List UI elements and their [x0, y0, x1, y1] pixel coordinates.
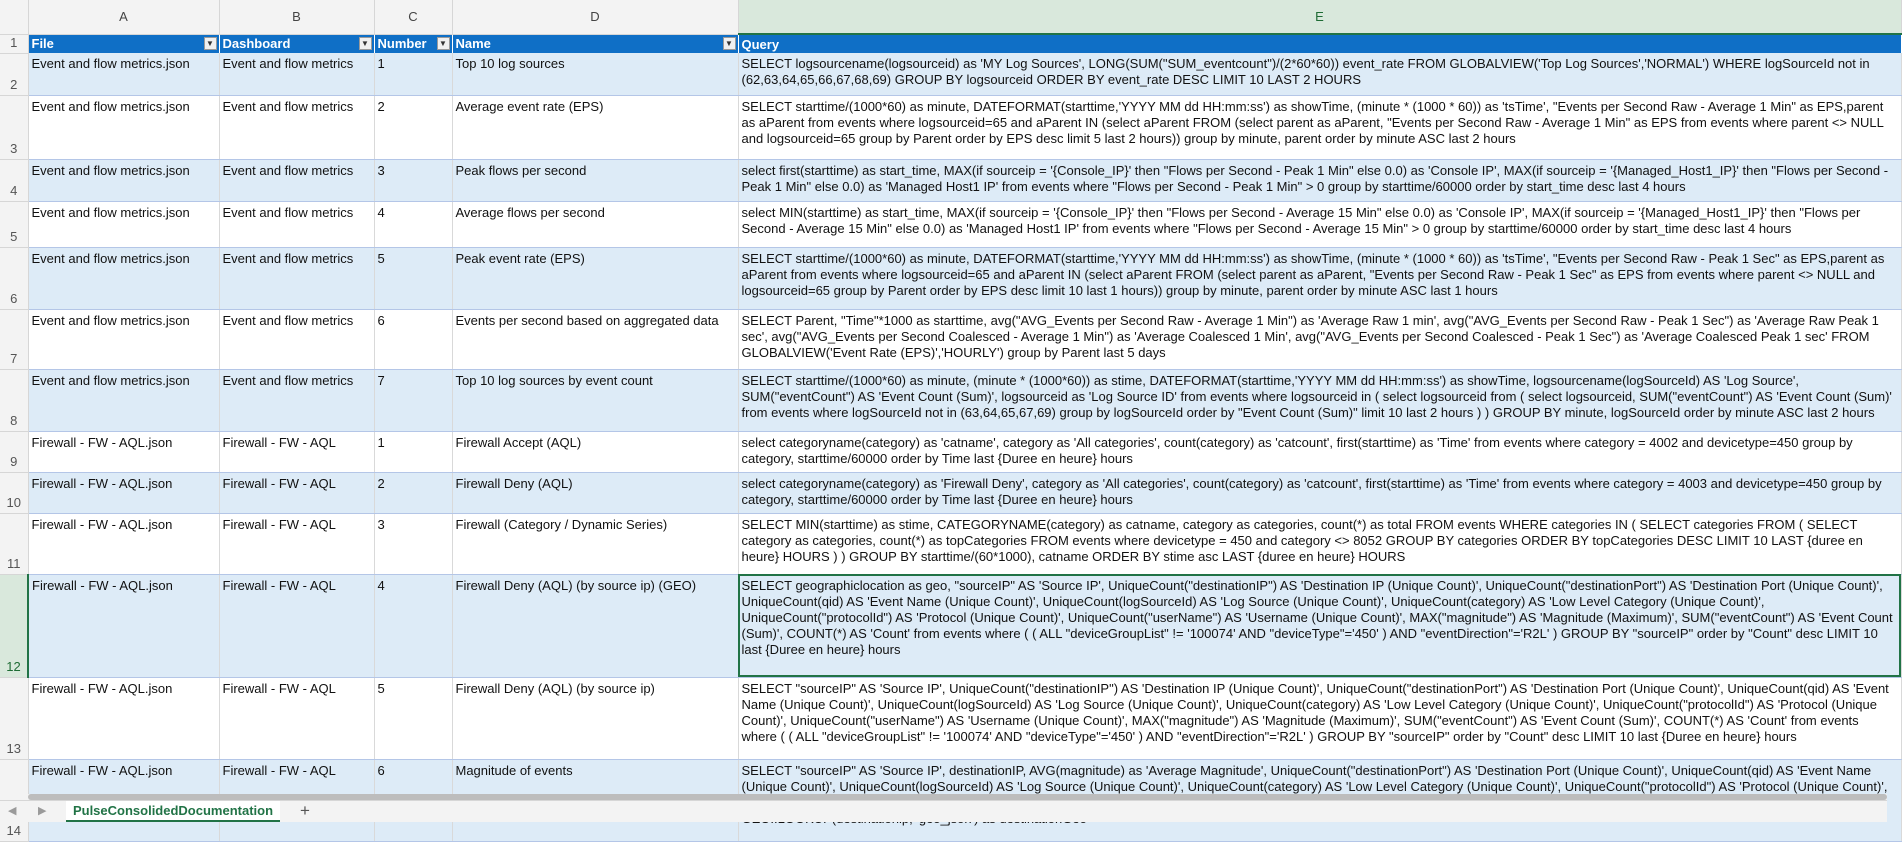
- table-header-row: [0, 34, 1901, 53]
- dashboard-cell[interactable]: Event and flow metrics: [219, 369, 374, 431]
- row-number[interactable]: 3: [0, 95, 28, 159]
- column-header-d[interactable]: D: [452, 0, 738, 34]
- row-number[interactable]: 11: [0, 513, 28, 574]
- dashboard-cell[interactable]: Firewall - FW - AQL: [219, 513, 374, 574]
- table-row: [0, 677, 1901, 759]
- number-cell[interactable]: 6: [374, 759, 452, 841]
- filter-dropdown-icon[interactable]: ▼: [723, 37, 736, 50]
- name-cell[interactable]: Peak event rate (EPS): [452, 247, 738, 309]
- dashboard-cell[interactable]: Firewall - FW - AQL: [219, 677, 374, 759]
- row-number[interactable]: 4: [0, 159, 28, 201]
- query-cell[interactable]: SELECT "sourceIP" AS 'Source IP', destinationIP, AVG(magnitude) as 'Average Magnitude', UniqueCount("destinationPort") AS 'Destination Port (Unique Count)', UniqueCount(qid) AS 'Event Name (Unique Count)', UniqueCount(logSourceId) AS 'Log Source (Unique Count)', UniqueCount(category) AS 'Low Level Category (Unique Count)', UniqueCount("protocolId") AS 'Protocol (Unique Count)',: [738, 759, 1901, 841]
- dashboard-cell[interactable]: Event and flow metrics: [219, 247, 374, 309]
- header-file: File: [31, 36, 54, 52]
- query-cell[interactable]: SELECT MIN(starttime) as stime, CATEGORYNAME(category) as catname, category as categories, count(*) as total FROM events WHERE categories IN ( SELECT categories FROM ( SELECT category as categories, count(*) as topCategories FROM events where devicetype = 450 and category <> 8052 GROUP BY categories ORDER BY topCategories DESC LIMIT 10 LAST {duree en heure} HOURS ) ) GROUP BY starttime/(60*1000), catname ORDER BY stime asc LAST {duree en heure} HOURS: [738, 513, 1901, 574]
- filter-dropdown-icon[interactable]: ▼: [359, 37, 372, 50]
- query-cell[interactable]: SELECT logsourcename(logsourceid) as 'MY Log Sources', LONG(SUM("SUM_eventcount")/(2*60*60)) event_rate FROM GLOBALVIEW('Top Log Sources','NORMAL') WHERE logSourceId not in (62,63,64,65,66,67,68,69) GROUP BY logsourceid ORDER BY event_rate DESC LIMIT 10 LAST 2 HOURS: [738, 53, 1901, 95]
- header-dashboard-cell[interactable]: [219, 34, 374, 53]
- row-number[interactable]: 1: [0, 34, 28, 53]
- active-query-cell[interactable]: SELECT geographiclocation as geo, "sourceIP" AS 'Source IP', UniqueCount("destinationIP") AS 'Destination IP (Unique Count)', UniqueCount("destinationPort") AS 'Destination Port (Unique Count)', UniqueCount(qid) AS 'Event Name (Unique Count)', UniqueCount(logSourceId) AS 'Log Source (Unique Count)', UniqueCount(category) AS 'Low Level Category (Unique Count)', UniqueCount("protocolId") AS 'Protocol (Unique Count)', UniqueCount("userName") AS 'Username (Unique Count)', MAX("magnitude") AS 'Magnitude (Maximum)', SUM("eventCount") AS 'Event Count (Sum)', COUNT(*) AS 'Count' from events where ( ( ALL "deviceGroupList" != '100074' AND "deviceType"='450' ) AND "eventDirection"='R2L' ) GROUP BY "sourceIP" order by "Count" desc LIMIT 10 last {Duree en heure} hours: [738, 574, 1901, 677]
- add-sheet-plus-icon[interactable]: +: [300, 801, 310, 820]
- row-number[interactable]: 12: [0, 574, 28, 677]
- file-cell[interactable]: Event and flow metrics.json: [28, 53, 219, 95]
- row-number[interactable]: 2: [0, 53, 28, 95]
- row-number[interactable]: 6: [0, 247, 28, 309]
- number-cell[interactable]: 6: [374, 309, 452, 369]
- column-header-c[interactable]: C: [374, 0, 452, 34]
- file-cell[interactable]: Firewall - FW - AQL.json: [28, 677, 219, 759]
- select-all-corner[interactable]: [0, 0, 28, 34]
- dashboard-cell[interactable]: Event and flow metrics: [219, 159, 374, 201]
- number-cell[interactable]: 3: [374, 513, 452, 574]
- number-cell[interactable]: 3: [374, 159, 452, 201]
- scroll-right-icon[interactable]: ▶: [38, 805, 47, 817]
- table-row: [0, 472, 1901, 513]
- name-cell[interactable]: Average event rate (EPS): [452, 95, 738, 159]
- header-number-cell[interactable]: [374, 34, 452, 53]
- file-cell[interactable]: Event and flow metrics.json: [28, 309, 219, 369]
- table-row: [0, 574, 1901, 677]
- table-row: [0, 369, 1901, 431]
- name-cell[interactable]: Firewall (Category / Dynamic Series): [452, 513, 738, 574]
- query-cell[interactable]: SELECT Parent, "Time"*1000 as starttime, avg("AVG_Events per Second Raw - Average 1 Min") as 'Average Raw 1 min', avg("AVG_Events per Second Raw - Peak 1 Sec") as 'Average Raw Peak 1 sec', avg("AVG_Events per Second Coalesced - Average 1 Min") as 'Average Coalesced 1 Min', avg("AVG_Events per Second Coalesced - Peak 1 Sec") as 'Average Coalesced Peak 1 sec' FROM GLOBALVIEW('Event Rate (EPS)','HOURLY') group by Parent last 5 days: [738, 309, 1901, 369]
- number-cell[interactable]: 2: [374, 472, 452, 513]
- file-cell[interactable]: Event and flow metrics.json: [28, 159, 219, 201]
- query-cell[interactable]: select categoryname(category) as 'Firewall Deny', category as 'All categories', count(category) as 'catcount', first(starttime) as 'Time' from events where category = 4003 and devicetype=450 group by category, starttime/60000 order by Time last {Duree en heure} hours: [738, 472, 1901, 513]
- name-cell[interactable]: Firewall Accept (AQL): [452, 431, 738, 472]
- table-row: [0, 53, 1901, 95]
- table-row: [0, 309, 1901, 369]
- number-cell[interactable]: 7: [374, 369, 452, 431]
- row-number[interactable]: 8: [0, 369, 28, 431]
- filter-dropdown-icon[interactable]: ▼: [204, 37, 217, 50]
- dashboard-cell[interactable]: Firewall - FW - AQL: [219, 759, 374, 841]
- column-header-a[interactable]: A: [28, 0, 219, 34]
- row-number[interactable]: 13: [0, 677, 28, 759]
- header-name-cell[interactable]: [452, 34, 738, 53]
- scroll-left-icon[interactable]: ◀: [8, 805, 17, 817]
- file-cell[interactable]: Firewall - FW - AQL.json: [28, 472, 219, 513]
- dashboard-cell[interactable]: Event and flow metrics: [219, 95, 374, 159]
- column-header-row: [0, 0, 1901, 34]
- query-cell[interactable]: select MIN(starttime) as start_time, MAX(if sourceip = '{Console_IP}' then "Flows per Second - Average 15 Min" else 0.0) as 'Console IP', MAX(if sourceip = '{Managed_Host1_IP}' then "Flows per Second - Average 15 Min" else 0.0) as 'Managed Host1 IP' from events where "Flows per Second - Average 15 Min" > 0 group by starttime/60000 order by start_time desc last 4 hours: [738, 201, 1901, 247]
- query-cell[interactable]: SELECT "sourceIP" AS 'Source IP', UniqueCount("destinationIP") AS 'Destination IP (Unique Count)', UniqueCount("destinationPort") AS 'Destination Port (Unique Count)', UniqueCount(qid) AS 'Event Name (Unique Count)', UniqueCount(logSourceId) AS 'Log Source (Unique Count)', UniqueCount(category) AS 'Low Level Category (Unique Count)', UniqueCount("protocolId") AS 'Protocol (Unique Count)', UniqueCount("userName") AS 'Username (Unique Count)', MAX("magnitude") AS 'Magnitude (Maximum)', SUM("eventCount") AS 'Event Count (Sum)', COUNT(*) AS 'Count' from events where ( ( ALL "deviceGroupList" != '100074' AND "deviceType"='450' ) AND "eventDirection"='R2L' ) GROUP BY "sourceIP" order by "Count" desc LIMIT 10 last {Duree en heure} hours: [738, 677, 1901, 759]
- table-row: [0, 201, 1901, 247]
- number-cell[interactable]: 1: [374, 431, 452, 472]
- name-cell[interactable]: Events per second based on aggregated data: [452, 309, 738, 369]
- dashboard-cell[interactable]: Firewall - FW - AQL: [219, 472, 374, 513]
- filter-dropdown-icon[interactable]: ▼: [437, 37, 450, 50]
- header-dashboard: Dashboard: [222, 36, 291, 52]
- query-cell[interactable]: SELECT starttime/(1000*60) as minute, (minute * (1000*60)) as stime, DATEFORMAT(starttime,'YYYY MM dd HH:mm:ss') as showTime, logsourcename(logSourceId) AS 'Log Source', SUM("eventCount") AS 'Event Count (Sum)', logsourceid as 'Log Source ID' from events where logsourceid in ( select logsourceid from ( select logsourceid, SUM("eventCount") AS 'Event Count (Sum)' from events where logSourceId not in (63,64,65,67,69) group by logSourceId order by "Event Count (Sum)" limit 10 last 2 hours ) ) GROUP BY minute, logSourceId order by minute ASC last 2 hours: [738, 369, 1901, 431]
- number-cell[interactable]: 2: [374, 95, 452, 159]
- number-cell[interactable]: 4: [374, 201, 452, 247]
- table-row: [0, 247, 1901, 309]
- name-cell[interactable]: Firewall Deny (AQL) (by source ip): [452, 677, 738, 759]
- header-file-cell[interactable]: [28, 34, 219, 53]
- file-cell[interactable]: Firewall - FW - AQL.json: [28, 759, 219, 841]
- dashboard-cell[interactable]: Event and flow metrics: [219, 201, 374, 247]
- header-query: Query: [741, 36, 780, 52]
- column-header-e[interactable]: E: [738, 0, 1901, 34]
- table-row: [0, 513, 1901, 574]
- file-cell[interactable]: Event and flow metrics.json: [28, 201, 219, 247]
- query-cell[interactable]: select categoryname(category) as 'catname', category as 'All categories', count(category) as 'catcount', first(starttime) as 'Time' from events where category = 4002 and devicetype=450 group by category, starttime/60000 order by Time last {Duree en heure} hours: [738, 431, 1901, 472]
- query-cell[interactable]: SELECT starttime/(1000*60) as minute, DATEFORMAT(starttime,'YYYY MM dd HH:mm:ss') as showTime, (minute * (1000 * 60)) as 'tsTime', "Events per Second Raw - Peak 1 Sec" as EPS,parent as aParent from events where logsourceid=65 and aParent IN (select aParent FROM (select parent as aParent, "Events per Second Raw - Peak 1 Sec" as EPS from events where parent <> NULL and logsourceid=65 group by Parent order by EPS desc limit 10 last 1 hours)) group by minute, parent order by minute ASC last 1 hours: [738, 247, 1901, 309]
- column-header-b[interactable]: B: [219, 0, 374, 34]
- header-name: Name: [455, 36, 491, 52]
- row-number[interactable]: 9: [0, 431, 28, 472]
- file-cell[interactable]: Event and flow metrics.json: [28, 247, 219, 309]
- name-cell[interactable]: Firewall Deny (AQL) (by source ip) (GEO): [452, 574, 738, 677]
- dashboard-cell[interactable]: Event and flow metrics: [219, 53, 374, 95]
- row-number[interactable]: 10: [0, 472, 28, 513]
- name-cell[interactable]: Top 10 log sources: [452, 53, 738, 95]
- name-cell[interactable]: Peak flows per second: [452, 159, 738, 201]
- name-cell[interactable]: Firewall Deny (AQL): [452, 472, 738, 513]
- sheet-tab-bar: [0, 800, 1887, 822]
- table-row: [0, 95, 1901, 159]
- dashboard-cell[interactable]: Firewall - FW - AQL: [219, 574, 374, 677]
- table-row: [0, 431, 1901, 472]
- file-cell[interactable]: Firewall - FW - AQL.json: [28, 574, 219, 677]
- number-cell[interactable]: 5: [374, 247, 452, 309]
- row-number[interactable]: 5: [0, 201, 28, 247]
- query-cell[interactable]: select first(starttime) as start_time, MAX(if sourceip = '{Console_IP}' then "Flows per Second - Peak 1 Min" else 0.0) as 'Console IP', MAX(if sourceip = '{Managed_Host1_IP}' then "Flows per Second - Peak 1 Min" else 0.0) as 'Managed Host1 IP' from events where "Flows per Second - Peak 1 Min" > 0 group by starttime/60000 order by start_time desc last 4 hours: [738, 159, 1901, 201]
- number-cell[interactable]: 4: [374, 574, 452, 677]
- row-number[interactable]: 14: [0, 759, 28, 841]
- name-cell[interactable]: Average flows per second: [452, 201, 738, 247]
- dashboard-cell[interactable]: Firewall - FW - AQL: [219, 431, 374, 472]
- file-cell[interactable]: Firewall - FW - AQL.json: [28, 513, 219, 574]
- table-row: [0, 159, 1901, 201]
- file-cell[interactable]: Event and flow metrics.json: [28, 95, 219, 159]
- header-query-cell[interactable]: [738, 34, 1901, 53]
- name-cell[interactable]: Magnitude of events: [452, 759, 738, 841]
- row-number[interactable]: 7: [0, 309, 28, 369]
- file-cell[interactable]: Event and flow metrics.json: [28, 369, 219, 431]
- sheet-tab-pulseconsolideddocumentation[interactable]: PulseConsolidedDocumentation: [66, 801, 280, 822]
- dashboard-cell[interactable]: Event and flow metrics: [219, 309, 374, 369]
- number-cell[interactable]: 5: [374, 677, 452, 759]
- header-number: Number: [377, 36, 427, 52]
- name-cell[interactable]: Top 10 log sources by event count: [452, 369, 738, 431]
- number-cell[interactable]: 1: [374, 53, 452, 95]
- file-cell[interactable]: Firewall - FW - AQL.json: [28, 431, 219, 472]
- query-cell[interactable]: SELECT starttime/(1000*60) as minute, DATEFORMAT(starttime,'YYYY MM dd HH:mm:ss') as showTime, (minute * (1000 * 60)) as 'tsTime', "Events per Second Raw - Average 1 Min" as EPS,parent as aParent from events where logsourceid=65 and aParent IN (select aParent FROM (select parent as aParent, "Events per Second Raw - Average 1 Min" as EPS from events where parent <> NULL and logsourceid=65 group by Parent order by EPS desc limit 5 last 2 hours)) group by minute, parent order by minute ASC last 2 hours: [738, 95, 1901, 159]
